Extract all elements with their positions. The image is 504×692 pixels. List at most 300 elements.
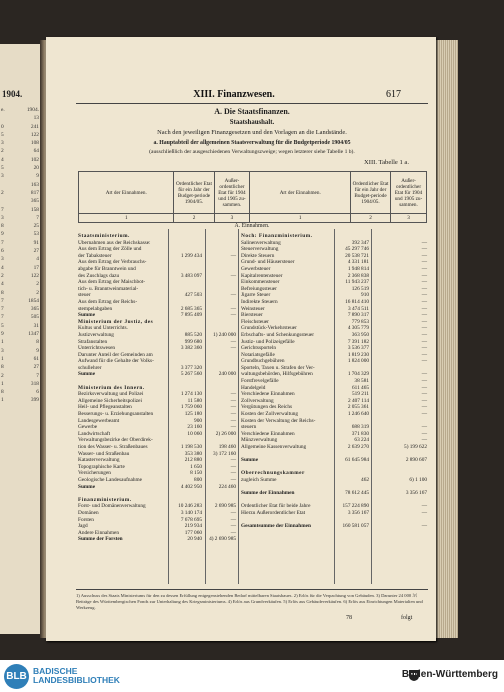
row-label: Aus dem Ertrag der Maischbot- xyxy=(78,279,146,286)
left-page-cell: 13 xyxy=(33,115,39,122)
row-label: Gewerbsteuer xyxy=(241,265,271,272)
table-row xyxy=(78,339,238,346)
header-title: XIII. Finanzwesen. xyxy=(193,89,275,100)
row-label: Strafanstalten xyxy=(78,338,108,345)
table-row xyxy=(78,424,238,431)
row-label: Unterrichtswesen xyxy=(78,345,116,352)
row-ordinary-value: 3 536 377 xyxy=(347,345,369,352)
row-ordinary-value: 427 503 xyxy=(184,292,202,299)
row-extraordinary-value: — xyxy=(230,417,236,424)
row-ordinary-value: 910 xyxy=(361,292,369,299)
left-page-row xyxy=(1,172,39,180)
row-label: Aus dem Ertrag der Verbrauchs- xyxy=(78,259,147,266)
row-ordinary-value: 8 150 xyxy=(190,470,202,477)
row-label: schullehrer xyxy=(78,364,102,371)
left-page-cell: 102 xyxy=(30,156,39,163)
left-page-row xyxy=(1,106,39,114)
left-page-cell: 4 xyxy=(1,264,4,271)
table-row xyxy=(241,424,429,431)
table-row xyxy=(78,299,238,306)
table-row xyxy=(241,371,429,378)
row-ordinary-value: 3 474 511 xyxy=(348,305,369,312)
left-page xyxy=(0,44,42,634)
row-extraordinary-value: — xyxy=(421,325,427,332)
row-ordinary-value: 20 538 721 xyxy=(345,252,369,259)
library-name-line1: BADISCHE xyxy=(33,666,78,676)
row-ordinary-value: 45 297 746 xyxy=(345,246,369,253)
table-row xyxy=(241,418,429,425)
row-ordinary-value: 3 483 097 xyxy=(180,272,202,279)
row-extraordinary-value: — xyxy=(421,371,427,378)
row-ordinary-value: 1 819 230 xyxy=(347,351,369,358)
table-row xyxy=(78,365,238,372)
row-label: Grundbuchgebühren xyxy=(241,358,285,365)
row-ordinary-value: 371 830 xyxy=(351,430,369,437)
table-row xyxy=(78,352,238,359)
left-page-cell: 241 xyxy=(30,123,39,130)
row-extraordinary-value: — xyxy=(230,411,236,418)
row-label: tion des Wasser- u. Straßenbaues xyxy=(78,444,148,450)
row-label: zugleich Summe xyxy=(241,476,277,483)
row-label: Erbschafts- und Schenkungssteuer xyxy=(241,331,314,338)
left-page-rows xyxy=(1,106,39,405)
left-page-cell: 365 xyxy=(30,306,39,313)
row-extraordinary-value: — xyxy=(421,285,427,292)
row-label: Steuerverwaltung xyxy=(241,246,279,253)
left-page-cell: 27 xyxy=(33,364,39,371)
left-page-cell: 3 xyxy=(1,256,4,263)
row-label: Noch: Finanzministerium. xyxy=(241,233,313,239)
left-page-row xyxy=(1,181,39,189)
row-extraordinary-value: — xyxy=(421,272,427,279)
left-page-cell: 2 xyxy=(1,148,4,155)
row-label: Direkte Steuern xyxy=(241,252,275,259)
row-ordinary-value: 10 060 xyxy=(187,430,202,437)
row-ordinary-value: 7 678 695 xyxy=(180,516,202,523)
row-label: Gerichtssporteln xyxy=(241,345,277,352)
section-desc: Nach den jeweiligen Finanzgesetzen und den Vorlagen an die Landstände. xyxy=(157,129,347,136)
table-row xyxy=(78,266,238,273)
row-ordinary-value: 1 948 814 xyxy=(347,265,369,272)
table-row xyxy=(78,457,238,464)
row-extraordinary-value: 198 460 xyxy=(218,444,236,450)
left-page-row xyxy=(1,372,39,380)
left-page-cell: 7 xyxy=(1,239,4,246)
table-row xyxy=(241,484,429,491)
row-ordinary-value: 16 814 410 xyxy=(345,298,369,305)
left-page-cell: 505 xyxy=(30,314,39,321)
left-page-row xyxy=(1,305,39,313)
row-ordinary-value: 10 246 283 xyxy=(178,503,202,510)
table-row xyxy=(241,464,429,471)
row-ordinary-value: 1 704 329 xyxy=(347,371,369,378)
left-page-cell: 4 xyxy=(1,281,4,288)
colnum-2: 2 xyxy=(174,214,214,223)
row-extraordinary-value: 2) 26 000 xyxy=(215,430,236,437)
row-label: Verschiedene Einnahmen xyxy=(241,430,295,437)
row-label: abgabe für Branntwein und xyxy=(78,265,136,272)
table-row xyxy=(241,497,429,504)
left-page-cell: 4 xyxy=(1,156,4,163)
left-page-row xyxy=(1,239,39,247)
row-ordinary-value: 392 347 xyxy=(351,239,369,246)
row-extraordinary-value: 6) 1 100 xyxy=(409,476,427,483)
table-row xyxy=(241,292,429,299)
left-page-cell: 6 xyxy=(1,248,4,255)
col-art-left: Art der Einnahmen. xyxy=(79,172,174,214)
row-extraordinary-value: — xyxy=(421,384,427,391)
row-label: Kosten der Verwaltung der Reichs- xyxy=(241,417,316,424)
left-page-cell: 31 xyxy=(33,322,39,329)
row-label: Verwaltungsbezirke der Oberdirek- xyxy=(78,437,153,444)
row-label: Salinenverwaltung xyxy=(241,239,281,246)
row-extraordinary-value: — xyxy=(421,265,427,272)
row-ordinary-value: 1 824 000 xyxy=(347,358,369,365)
row-extraordinary-value: 5) 199 622 xyxy=(404,444,427,450)
row-label: steuer xyxy=(78,292,91,299)
table-row xyxy=(241,246,429,253)
row-extraordinary-value: — xyxy=(230,404,236,411)
table-row xyxy=(241,325,429,332)
table-row xyxy=(241,319,429,326)
table-row xyxy=(241,352,429,359)
row-label: stempelabgaben xyxy=(78,305,113,312)
left-page-cell: e. xyxy=(1,107,5,113)
table-row xyxy=(78,292,238,299)
table-row xyxy=(78,517,238,524)
left-page-cell: 9 xyxy=(36,347,39,354)
row-ordinary-value: 11 943 237 xyxy=(345,279,369,286)
left-page-cell: 7 xyxy=(1,314,4,321)
row-extraordinary-value: — xyxy=(230,312,236,319)
left-page-cell: 2 xyxy=(1,189,4,196)
table-row xyxy=(241,273,429,280)
row-label: Kosten der Zollverwaltung xyxy=(241,411,299,418)
row-extraordinary-value: 4) 2 690 985 xyxy=(209,536,236,543)
left-page-row xyxy=(1,214,39,222)
row-label: Andere Einnahmen xyxy=(78,529,120,536)
page-617 xyxy=(46,37,436,641)
row-label: Indirekte Steuern xyxy=(241,298,278,305)
table-row xyxy=(241,345,429,352)
row-ordinary-value: 78 612 445 xyxy=(345,490,369,497)
row-extraordinary-value: — xyxy=(421,298,427,305)
row-extraordinary-value: 240 000 xyxy=(218,371,236,378)
row-label: waltungsbehörden, Hilfsgebühren xyxy=(241,371,313,378)
row-label: Weinsteuer xyxy=(241,305,265,312)
table-row xyxy=(78,259,238,266)
row-extraordinary-value: — xyxy=(421,252,427,259)
table-row xyxy=(78,497,238,504)
row-ordinary-value: 11 580 xyxy=(187,397,202,404)
table-row xyxy=(241,279,429,286)
table-row xyxy=(241,240,429,247)
table-row xyxy=(241,286,429,293)
row-extraordinary-value: — xyxy=(230,516,236,523)
left-page-cell: 7 xyxy=(36,372,39,379)
row-label: Kapitalrentensteuer xyxy=(241,272,283,279)
row-ordinary-value: 2 685 365 xyxy=(180,305,202,312)
divider xyxy=(238,229,239,584)
row-ordinary-value: 23 160 xyxy=(187,424,202,431)
row-extraordinary-value: — xyxy=(230,305,236,312)
row-extraordinary-value: 2 690 985 xyxy=(214,503,236,510)
table-a-note: (ausschließlich der ausgeschiedenen Verwaltungszweige; wegen letzterer siehe Tabelle 1 b). xyxy=(149,149,355,155)
row-extraordinary-value: — xyxy=(421,279,427,286)
left-column-rows xyxy=(78,233,238,543)
left-page-row xyxy=(1,289,39,297)
row-ordinary-value: 5 267 560 xyxy=(180,371,202,378)
colnum-4: 1 xyxy=(250,214,351,223)
left-page-row xyxy=(1,330,39,338)
table-row xyxy=(78,240,238,247)
row-label: Allgemeine Sicherheitspolizei xyxy=(78,397,142,404)
row-ordinary-value: 1 198 530 xyxy=(180,444,202,450)
row-extraordinary-value: — xyxy=(421,424,427,431)
row-ordinary-value: 126 519 xyxy=(351,285,369,292)
row-extraordinary-value: — xyxy=(230,424,236,431)
row-label: Verschiedene Einnahmen xyxy=(241,391,295,398)
row-label: Domänen xyxy=(78,509,99,516)
row-ordinary-value: 7 895 409 xyxy=(180,312,202,319)
row-ordinary-value: 462 xyxy=(361,476,369,483)
row-ordinary-value: 519 211 xyxy=(351,391,369,398)
left-page-row xyxy=(1,264,39,272)
row-label: Summe xyxy=(241,457,259,464)
row-label: Jagd xyxy=(78,523,88,530)
left-page-cell: 3 xyxy=(1,347,4,354)
row-label: Summe der Forsten xyxy=(78,536,123,543)
row-label: Aus dem Ertrag der Zölle und xyxy=(78,246,142,253)
left-page-cell: 91 xyxy=(33,239,39,246)
left-page-cell: 1 xyxy=(1,355,4,362)
header-rule xyxy=(76,103,428,104)
left-page-cell: 7 xyxy=(1,297,4,304)
table-row xyxy=(78,332,238,339)
left-page-cell: 2 xyxy=(1,272,4,279)
right-column-rows xyxy=(241,233,429,530)
table-row xyxy=(78,536,238,543)
row-extraordinary-value: — xyxy=(230,509,236,516)
row-extraordinary-value: — xyxy=(421,437,427,444)
col-aus-left: Außer-ordentlicher Etat für 1904 und 1905 zu-sammen. xyxy=(214,172,250,214)
left-page-cell: 122 xyxy=(30,131,39,138)
table-row xyxy=(78,398,238,405)
row-label: Summe xyxy=(78,371,96,378)
table-row xyxy=(78,411,238,418)
row-extraordinary-value: — xyxy=(421,404,427,411)
row-extraordinary-value: 224 460 xyxy=(218,483,236,490)
left-page-cell: 17 xyxy=(33,264,39,271)
einnahmen-label: A. Einnahmen. xyxy=(234,223,270,229)
row-label: Summe der Einnahmen xyxy=(241,490,295,497)
row-extraordinary-value: — xyxy=(421,331,427,338)
left-page-row xyxy=(1,280,39,288)
left-page-row xyxy=(1,313,39,321)
table-row xyxy=(78,246,238,253)
table-row xyxy=(241,306,429,313)
page-edge xyxy=(436,40,458,638)
table-row xyxy=(241,391,429,398)
row-ordinary-value: 2 407 114 xyxy=(348,397,369,404)
colnum-6: 3 xyxy=(391,214,427,223)
row-extraordinary-value: — xyxy=(230,272,236,279)
row-label: Kultus und Unterrichts. xyxy=(78,325,128,332)
row-extraordinary-value: — xyxy=(230,523,236,530)
row-ordinary-value: 3 377 320 xyxy=(180,364,202,371)
left-page-cell: 8 xyxy=(1,389,4,396)
left-page-cell: 122 xyxy=(30,272,39,279)
row-ordinary-value: 3 356 167 xyxy=(347,509,369,516)
left-page-cell: 9 xyxy=(36,173,39,180)
left-page-cell: 61 xyxy=(33,355,39,362)
left-page-cell: 27 xyxy=(33,248,39,255)
table-row xyxy=(78,306,238,313)
table-row xyxy=(78,477,238,484)
row-label: Übernahmen aus der Reichskasse: xyxy=(78,239,151,246)
row-label: Fleischsteuer xyxy=(241,318,269,325)
row-label: Aufwand für die Gehalte der Volks- xyxy=(78,358,154,365)
row-label: Einkommensteuer xyxy=(241,279,280,286)
footnote-rule xyxy=(76,589,428,590)
table-row xyxy=(78,253,238,260)
left-page-row xyxy=(1,338,39,346)
row-label: Hierzu Außerordentlicher Etat xyxy=(241,509,306,516)
left-page-cell: 8 xyxy=(1,364,4,371)
table-row xyxy=(241,299,429,306)
table-row xyxy=(241,437,429,444)
left-page-cell: 365 xyxy=(30,198,39,205)
table-row xyxy=(241,259,429,266)
left-page-row xyxy=(1,347,39,355)
table-row xyxy=(241,444,429,451)
row-label: des Zuschlags dazu xyxy=(78,272,120,279)
row-label: Geologische Landesaufnahme xyxy=(78,476,142,483)
row-label: der Tabaksteuer xyxy=(78,252,112,259)
row-label: Justiz- und Polizeigefälle xyxy=(241,338,295,345)
row-extraordinary-value: — xyxy=(421,391,427,398)
row-ordinary-value: 1 274 130 xyxy=(180,391,202,398)
row-extraordinary-value: — xyxy=(230,470,236,477)
row-ordinary-value: 212 880 xyxy=(184,457,202,464)
row-ordinary-value: 779 853 xyxy=(351,318,369,325)
row-ordinary-value: 3 140 174 xyxy=(180,509,202,516)
row-label: Gewerbe xyxy=(78,424,98,431)
blb-logo[interactable]: BLB xyxy=(4,664,29,689)
table-row xyxy=(241,266,429,273)
left-page-cell: 399 xyxy=(30,397,39,404)
row-ordinary-value: 800 xyxy=(194,476,202,483)
row-extraordinary-value: — xyxy=(421,430,427,437)
row-extraordinary-value: — xyxy=(230,476,236,483)
table-row xyxy=(241,378,429,385)
left-page-cell: 4 xyxy=(36,256,39,263)
left-page-row xyxy=(1,189,39,197)
table-row xyxy=(241,332,429,339)
table-row xyxy=(241,457,429,464)
row-ordinary-value: 7 391 182 xyxy=(347,338,369,345)
table-row xyxy=(241,358,429,365)
footnotes: 1) Ausschuss des Staats Ministeriums für den zu dessen Erfüllung entgegenstehenden Bedarf mittelbaren Staatsbaues. 2) Erlös für die Verpachtung von Gebäuden. 3) Darunter 24 000 ℳ Beiträge des Württembergischen Fonds zur Unterhaltung des Kriegsministeriums. 4) Erlös aus Grundverkäufen. 5) Erlös aus Gebäudeverkäufen. 6) Erlös aus Einrichtungen Materialien und Werkzeug. xyxy=(76,593,423,610)
page-number: 617 xyxy=(386,89,401,100)
section-heading: A. Die Staatsfinanzen. xyxy=(214,107,290,116)
left-page-row xyxy=(1,396,39,404)
row-ordinary-value: 363 950 xyxy=(351,331,369,338)
row-label: Jigarre Steuer xyxy=(241,292,271,299)
table-row xyxy=(78,470,238,477)
row-ordinary-value: 1 759 060 xyxy=(180,404,202,411)
table-row xyxy=(241,523,429,530)
table-row xyxy=(78,431,238,438)
left-page-cell: 817 xyxy=(30,189,39,196)
row-label: Katasterverwaltung xyxy=(78,457,120,464)
table-row xyxy=(241,431,429,438)
row-label: Handelgeld xyxy=(241,384,266,391)
row-ordinary-value: 3 382 360 xyxy=(180,345,202,352)
row-label: Vergütungen des Reichs xyxy=(241,404,293,411)
row-label: Heil- und Pflegeanstalten xyxy=(78,404,132,411)
row-extraordinary-value: — xyxy=(421,305,427,312)
row-extraordinary-value: — xyxy=(421,397,427,404)
row-label: Forstfrevelgefälle xyxy=(241,378,279,385)
table-row xyxy=(241,503,429,510)
table-row xyxy=(241,411,429,418)
left-page-cell: 9 xyxy=(1,331,4,338)
left-page-cell: 7 xyxy=(36,214,39,221)
row-label: Ministerium der Justiz, des xyxy=(78,318,154,325)
left-page-cell: 1 xyxy=(1,397,4,404)
row-label: Sporteln, Taxen u. Strafen der Ver- xyxy=(241,364,315,371)
row-label: Aus dem Ertrag der Reichs- xyxy=(78,298,138,305)
left-page-cell: 25 xyxy=(33,223,39,230)
left-page-row xyxy=(1,272,39,280)
row-ordinary-value: 219 934 xyxy=(184,523,202,530)
colnum-5: 2 xyxy=(351,214,391,223)
left-page-row xyxy=(1,164,39,172)
row-label: Zollverwaltung xyxy=(241,397,274,404)
row-label: Besserungs- u. Erziehungsanstalten xyxy=(78,411,154,418)
left-page-cell: 5 xyxy=(1,322,4,329)
row-label: Summe xyxy=(78,312,96,319)
table-row xyxy=(78,273,238,280)
row-ordinary-value: 611 465 xyxy=(351,384,369,391)
row-label: Wasser- und Straßenbau xyxy=(78,450,130,457)
table-a-title: a. Hauptabteil der allgemeinen Staatsverwaltung für die Budgetperiode 1904/05 xyxy=(153,140,351,146)
left-page-cell: 8 xyxy=(1,223,4,230)
row-label: Ordentlicher Etat für beide Jahre xyxy=(241,503,311,510)
row-ordinary-value: 353 380 xyxy=(184,450,202,457)
row-label: Notariatsgefälle xyxy=(241,351,275,358)
row-extraordinary-value: — xyxy=(421,318,427,325)
table-row xyxy=(78,345,238,352)
state-name: Baden-Württemberg xyxy=(401,669,498,680)
left-page-row xyxy=(1,380,39,388)
row-label: Münzverwaltung xyxy=(241,437,278,444)
row-label: Oberrechnungskammer xyxy=(241,470,305,477)
row-label: Befreiungssteuer xyxy=(241,285,277,292)
table-row xyxy=(78,391,238,398)
left-page-cell: 1 xyxy=(1,380,4,387)
row-label: Gesamtsumme der Einnahmen xyxy=(241,523,311,530)
section-sub: Staatshaushalt. xyxy=(229,119,275,126)
table-row xyxy=(78,385,238,392)
row-extraordinary-value: — xyxy=(421,239,427,246)
row-label: Darunter Anteil der Gemeinden am xyxy=(78,351,153,358)
table-row xyxy=(78,418,238,425)
table-row xyxy=(78,279,238,286)
left-page-year: 1904. xyxy=(2,89,23,99)
row-ordinary-value: 688 319 xyxy=(351,424,369,431)
